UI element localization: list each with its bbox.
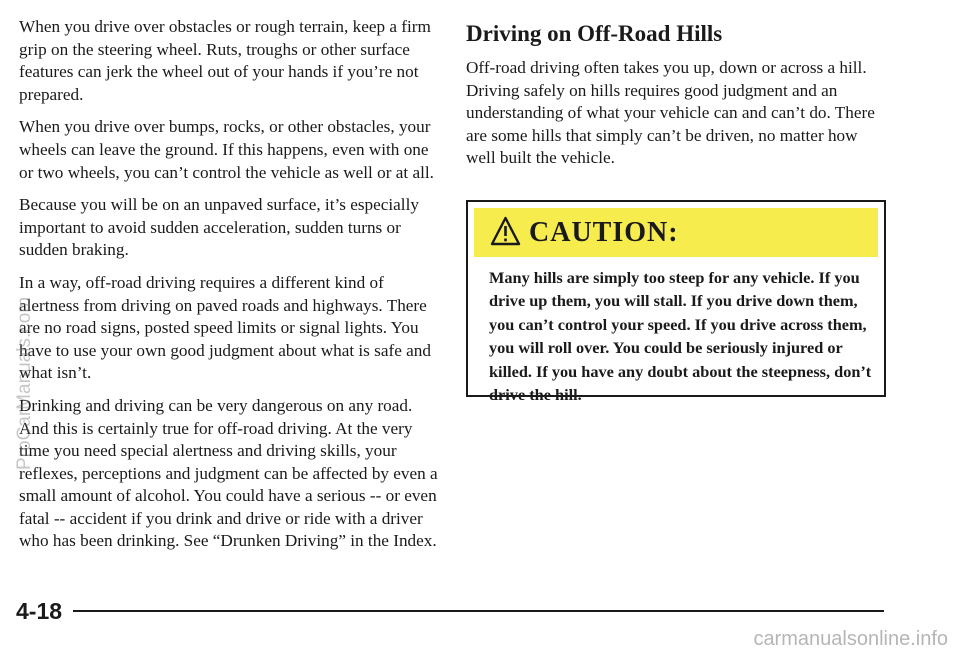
paragraph-hills-intro: Off-road driving often takes you up, down or across a hill. Driving safely on hills requires good judgment and an understanding of what your vehicle can and can’t do. There are some hills that simply can’t be driven, no matter how well built the vehicle. [466,58,875,168]
paragraph-bumps-rocks: When you drive over bumps, rocks, or other obstacles, your wheels can leave the ground. If this happens, even with one or two wheels, you can’t control the vehicle as well or at all. [19,117,434,182]
bottom-watermark: carmanualsonline.info [753,628,948,650]
paragraph-rough-terrain: When you drive over obstacles or rough terrain, keep a firm grip on the steering wheel. Ruts, troughs or other surface features can jerk the wheel out of your hands if you’re not prepared. [19,17,431,104]
caution-label: CAUTION: [529,217,679,248]
caution-text: Many hills are simply too steep for any vehicle. If you drive up them, you will stall. If you drive down them, you can’t control your speed. If you drive across them, you will roll over. You could be seriously injured or killed. If you have any doubt about the steepness, don’t drive the hill. [489,268,872,405]
caution-header [474,208,878,257]
paragraph-drinking-driving: Drinking and driving can be very dangerous on any road. And this is certainly true for off-road driving. At the very time you need special alertness and driving skills, your reflexes, perceptions and judgment can be affected by even a small amount of alcohol. You could have a serious -- or even fatal -- accident if you drink and drive or ride with a driver who has been drinking. See “Drunken Driving” in the Index. [19,395,438,551]
caution-box [466,200,886,405]
side-watermark: ProCarManuals.com [14,296,35,470]
warning-triangle-icon [490,216,521,246]
paragraph-unpaved-surface: Because you will be on an unpaved surface, it’s especially important to avoid sudden acceleration, sudden turns or sudden braking. [19,195,419,260]
paragraph-alertness: In a way, off-road driving requires a different kind of alertness from driving on paved roads and highways. There are no road signs, posted speed limits or signal lights. You have to use your own good judgment about what is safe and what isn’t. [19,272,431,383]
left-column [19,16,439,563]
page-number: 4-18 [16,598,63,624]
footer-rule [73,610,884,612]
right-column [466,20,886,180]
section-title: Driving on Off-Road Hills [466,21,723,46]
